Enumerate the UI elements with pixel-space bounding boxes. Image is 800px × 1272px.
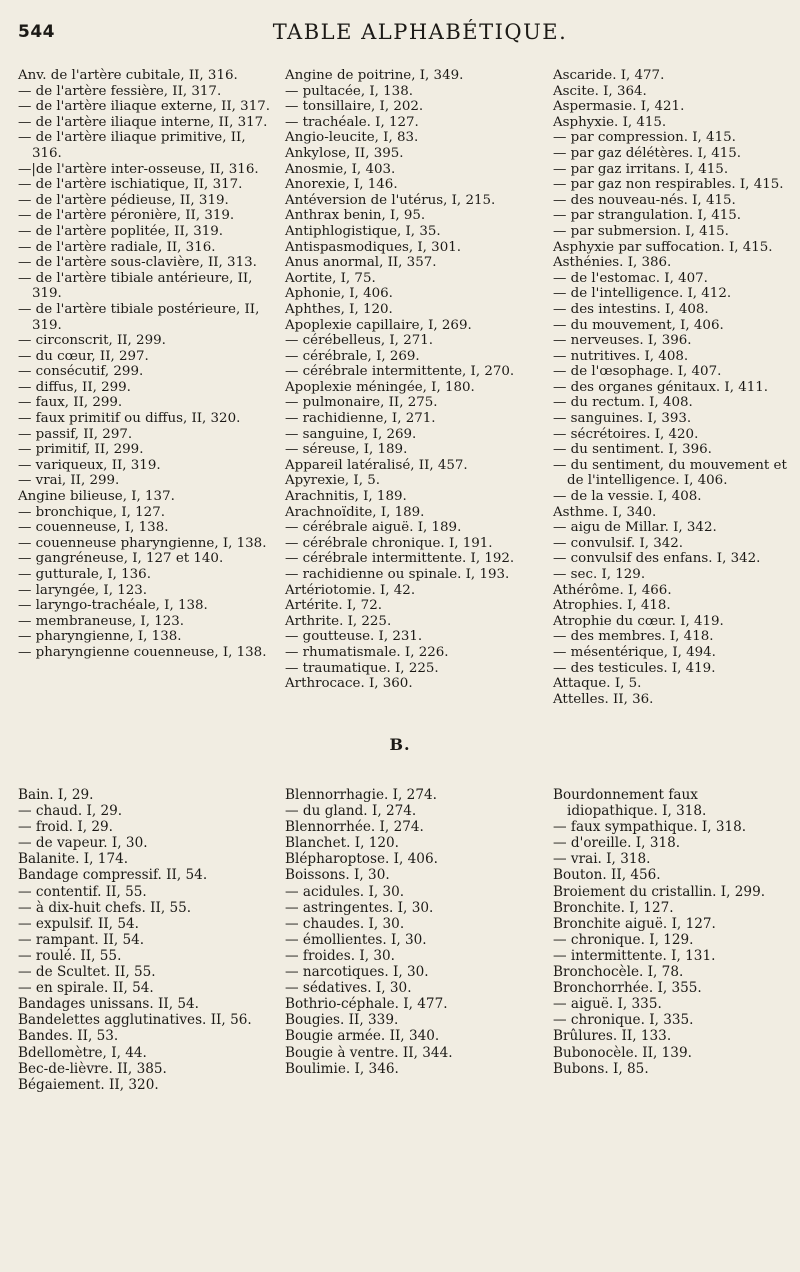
index-entry: Bronchorrhée. I, 355.: [553, 980, 702, 997]
index-entry: — sanguines. I, 393.: [553, 411, 692, 427]
index-entry: — de l'artère tibiale postérieure, II, 319.: [18, 301, 260, 333]
index-entry: Bougie armée. II, 340.: [285, 1028, 440, 1045]
index-entry: —|de l'artère inter-osseuse, II, 316.: [18, 161, 259, 177]
index-entry: — par strangulation. I, 415.: [553, 208, 742, 224]
index-entry: — couenneuse pharyngienne, I, 138.: [18, 535, 267, 551]
index-entry: — traumatique. I, 225.: [285, 660, 439, 676]
index-entry: — mésentérique, I, 494.: [553, 644, 716, 660]
index-column-b2: [285, 787, 543, 1077]
index-column-a1: [18, 68, 274, 661]
index-entry: Atrophie du cœur. I, 419.: [553, 613, 724, 629]
index-entry: — rampant. II, 54.: [18, 931, 145, 948]
index-entry: Bronchite. I, 127.: [553, 899, 674, 916]
section-letter-b: B.: [389, 735, 411, 754]
index-entry: Balanite. I, 174.: [18, 851, 129, 868]
index-entry: Bandages unissans. II, 54.: [18, 996, 199, 1013]
index-entry: — du rectum. I, 408.: [553, 395, 693, 411]
index-entry: Apoplexie capillaire, I, 269.: [285, 317, 472, 333]
index-entry: Aortite, I, 75.: [285, 270, 376, 286]
index-entry: — chaudes. I, 30.: [285, 915, 405, 932]
index-entry: Ascaride. I, 477.: [553, 68, 665, 83]
index-entry: — cérébrale intermittente, I, 270.: [285, 364, 515, 380]
index-entry: — des nouveau-nés. I, 415.: [553, 192, 736, 208]
index-entry: — bronchique, I, 127.: [18, 504, 165, 520]
index-entry: Anosmie, I, 403.: [285, 161, 396, 177]
index-entry: — froid. I, 29.: [18, 819, 113, 836]
index-entry: — membraneuse, I, 123.: [18, 613, 185, 629]
index-entry: Bubons. I, 85.: [553, 1060, 649, 1077]
index-entry: — par gaz irritans. I, 415.: [553, 161, 729, 177]
index-entry: Asthme. I, 340.: [553, 504, 657, 520]
index-entry: Anv. de l'artère cubitale, II, 316.: [18, 68, 238, 83]
index-entry: — cérébrale, I, 269.: [285, 348, 420, 364]
index-entry: Blépharoptose. I, 406.: [285, 851, 438, 868]
index-entry: — du sentiment, du mouvement et de l'intelligence. I, 406.: [553, 457, 787, 489]
index-entry: — de l'artère iliaque externe, II, 317.: [18, 99, 270, 115]
index-entry: Brûlures. II, 133.: [553, 1028, 672, 1045]
index-entry: — consécutif, 299.: [18, 364, 144, 380]
index-entry: — tonsillaire, I, 202.: [285, 99, 424, 115]
index-entry: — sécrétoires. I, 420.: [553, 426, 699, 442]
index-entry: — faux primitif ou diffus, II, 320.: [18, 411, 241, 427]
index-entry: — des membres. I, 418.: [553, 629, 714, 645]
index-entry: — cérébrale aiguë. I, 189.: [285, 520, 462, 536]
index-entry: Bothrio-céphale. I, 477.: [285, 996, 448, 1013]
index-entry: Bourdonnement faux idiopathique. I, 318.: [553, 787, 707, 820]
index-entry: — couenneuse, I, 138.: [18, 520, 169, 536]
index-entry: — pulmonaire, II, 275.: [285, 395, 438, 411]
index-entry: — cérébrale chronique. I, 191.: [285, 535, 493, 551]
index-entry: Arthrocace. I, 360.: [285, 676, 413, 692]
index-entry: — circonscrit, II, 299.: [18, 333, 166, 349]
index-entry: — de l'artère pédieuse, II, 319.: [18, 192, 229, 208]
index-entry: — de l'intelligence. I, 412.: [553, 286, 732, 302]
index-entry: — de l'artère fessière, II, 317.: [18, 83, 222, 99]
index-entry: — du sentiment. I, 396.: [553, 442, 712, 458]
index-entry: — du cœur, II, 297.: [18, 348, 149, 364]
index-entry: — de l'estomac. I, 407.: [553, 270, 708, 286]
index-entry: Bandage compressif. II, 54.: [18, 867, 208, 884]
index-entry: Anus anormal, II, 357.: [285, 255, 437, 271]
index-entry: Arachnoïdite, I, 189.: [285, 504, 425, 520]
index-entry: Attaque. I, 5.: [553, 676, 642, 692]
index-entry: — du mouvement, I, 406.: [553, 317, 724, 333]
index-entry: — sec. I, 129.: [553, 567, 646, 582]
index-entry: — primitif, II, 299.: [18, 442, 144, 458]
index-entry: — séreuse, I, 189.: [285, 442, 408, 458]
index-entry: Ankylose, II, 395.: [285, 145, 404, 161]
index-entry: — gutturale, I, 136.: [18, 567, 151, 582]
index-entry: — vrai. I, 318.: [553, 851, 651, 868]
index-entry: Ascite. I, 364.: [553, 83, 647, 99]
index-entry: Broiement du cristallin. I, 299.: [553, 883, 766, 900]
index-entry: — cérébrale intermittente. I, 192.: [285, 551, 515, 567]
index-entry: Bec-de-lièvre. II, 385.: [18, 1060, 167, 1077]
index-entry: — de l'artère iliaque interne, II, 317.: [18, 114, 268, 130]
index-entry: — des testicules. I, 419.: [553, 660, 716, 676]
index-entry: Angio-leucite, I, 83.: [285, 130, 419, 146]
index-column-b1: [18, 787, 274, 1093]
index-entry: — des organes génitaux. I, 411.: [553, 379, 769, 395]
index-entry: — pultacée, I, 138.: [285, 83, 413, 99]
index-entry: — roulé. II, 55.: [18, 947, 122, 964]
index-entry: — sanguine, I, 269.: [285, 426, 417, 442]
index-entry: — laryngo-trachéale, I, 138.: [18, 598, 208, 614]
index-entry: — à dix-huit chefs. II, 55.: [18, 899, 192, 916]
index-entry: — narcotiques. I, 30.: [285, 964, 429, 981]
index-entry: — nutritives. I, 408.: [553, 348, 689, 364]
index-entry: — astringentes. I, 30.: [285, 899, 434, 916]
index-entry: — de l'artère sous-clavière, II, 313.: [18, 255, 257, 271]
index-entry: — convulsif. I, 342.: [553, 535, 684, 551]
running-title: TABLE ALPHABÉTIQUE.: [272, 20, 568, 44]
index-entry: — diffus, II, 299.: [18, 379, 131, 395]
index-entry: — variqueux, II, 319.: [18, 457, 161, 473]
index-entry: Athérôme. I, 466.: [553, 582, 672, 598]
index-entry: Atrophies. I, 418.: [553, 598, 671, 614]
index-entry: Artérite. I, 72.: [285, 598, 382, 614]
index-entry: — pharyngienne couenneuse, I, 138.: [18, 644, 267, 660]
index-entry: — convulsif des enfans. I, 342.: [553, 551, 761, 567]
index-entry: Boulimie. I, 346.: [285, 1060, 399, 1077]
index-entry: — expulsif. II, 54.: [18, 915, 139, 932]
index-entry: Attelles. II, 36.: [553, 691, 654, 707]
index-entry: Asphyxie. I, 415.: [553, 114, 667, 130]
index-entry: — cérébelleus, I, 271.: [285, 333, 434, 349]
index-column-b3: [553, 787, 790, 1077]
index-entry: — chronique. I, 129.: [553, 931, 694, 948]
index-entry: — chaud. I, 29.: [18, 803, 123, 820]
index-entry: Aspermasie. I, 421.: [553, 99, 685, 115]
index-entry: — nerveuses. I, 396.: [553, 333, 692, 349]
index-entry: — chronique. I, 335.: [553, 1012, 694, 1029]
index-entry: Bouton. II, 456.: [553, 867, 661, 884]
index-entry: Boissons. I, 30.: [285, 867, 390, 884]
index-entry: Asphyxie par suffocation. I, 415.: [553, 239, 773, 255]
index-entry: — de Scultet. II, 55.: [18, 964, 156, 981]
index-entry: — de l'artère poplitée, II, 319.: [18, 223, 224, 239]
index-entry: Asthénies. I, 386.: [553, 255, 672, 271]
index-entry: Antéversion de l'utérus, I, 215.: [285, 192, 496, 208]
index-entry: Bougies. II, 339.: [285, 1012, 399, 1029]
index-entry: — des intestins. I, 408.: [553, 301, 709, 317]
index-entry: — de l'artère iliaque primitive, II, 316.: [18, 130, 246, 161]
index-entry: — du gland. I, 274.: [285, 803, 417, 820]
index-entry: — vrai, II, 299.: [18, 473, 120, 489]
index-entry: — d'oreille. I, 318.: [553, 835, 681, 852]
index-entry: — sédatives. I, 30.: [285, 980, 412, 997]
index-entry: — par gaz délétères. I, 415.: [553, 145, 742, 161]
index-entry: — goutteuse. I, 231.: [285, 629, 423, 645]
index-entry: Blennorrhagie. I, 274.: [285, 787, 437, 803]
index-entry: — froides. I, 30.: [285, 947, 395, 964]
index-entry: Angine de poitrine, I, 349.: [285, 68, 464, 83]
index-entry: Anthrax benin, I, 95.: [285, 208, 426, 224]
index-entry: — en spirale. II, 54.: [18, 980, 154, 997]
index-entry: — de l'artère péronière, II, 319.: [18, 208, 235, 224]
index-entry: Bronchocèle. I, 78.: [553, 964, 684, 981]
index-entry: — rhumatismale. I, 226.: [285, 644, 449, 660]
index-entry: Angine bilieuse, I, 137.: [18, 489, 175, 505]
index-entry: — aiguë. I, 335.: [553, 996, 662, 1013]
index-entry: Bougie à ventre. II, 344.: [285, 1044, 453, 1061]
index-entry: — faux, II, 299.: [18, 395, 123, 411]
index-entry: — acidules. I, 30.: [285, 883, 405, 900]
index-entry: — de l'artère ischiatique, II, 317.: [18, 177, 243, 193]
index-entry: Bubonocèle. II, 139.: [553, 1044, 692, 1061]
index-entry: Aphonie, I, 406.: [285, 286, 393, 302]
index-entry: Bégaiement. II, 320.: [18, 1076, 159, 1093]
index-entry: Arthrite. I, 225.: [285, 613, 392, 629]
index-entry: — rachidienne ou spinale. I, 193.: [285, 567, 510, 582]
index-entry: — de vapeur. I, 30.: [18, 835, 148, 852]
index-entry: Blanchet. I, 120.: [285, 835, 399, 852]
index-entry: Apyrexie, I, 5.: [285, 473, 380, 489]
index-entry: — contentif. II, 55.: [18, 883, 147, 900]
index-entry: Bandes. II, 53.: [18, 1028, 119, 1045]
index-entry: — gangréneuse, I, 127 et 140.: [18, 551, 224, 567]
index-entry: — laryngée, I, 123.: [18, 582, 148, 598]
index-entry: — rachidienne, I, 271.: [285, 411, 436, 427]
index-entry: Appareil latéralisé, II, 457.: [285, 457, 468, 473]
index-entry: — passif, II, 297.: [18, 426, 133, 442]
index-column-a2: [285, 68, 543, 692]
page-number: 544: [18, 22, 55, 42]
index-entry: — par submersion. I, 415.: [553, 223, 729, 239]
index-entry: Anorexie, I, 146.: [285, 177, 398, 193]
index-entry: — faux sympathique. I, 318.: [553, 819, 747, 836]
index-entry: Apoplexie méningée, I, 180.: [285, 379, 475, 395]
index-entry: Antiphlogistique, I, 35.: [285, 223, 441, 239]
index-entry: Bronchite aiguë. I, 127.: [553, 915, 716, 932]
index-entry: — intermittente. I, 131.: [553, 947, 716, 964]
index-entry: — par gaz non respirables. I, 415.: [553, 177, 784, 193]
index-entry: — émollientes. I, 30.: [285, 931, 427, 948]
index-entry: Blennorrhée. I, 274.: [285, 819, 424, 836]
index-entry: Bandelettes agglutinatives. II, 56.: [18, 1012, 252, 1029]
index-entry: Bdellomètre, I, 44.: [18, 1044, 147, 1061]
index-entry: Arachnitis, I, 189.: [285, 489, 407, 505]
index-entry: — de l'artère tibiale antérieure, II, 319.: [18, 270, 253, 302]
index-entry: — par compression. I, 415.: [553, 130, 736, 146]
index-entry: — de la vessie. I, 408.: [553, 489, 702, 505]
index-entry: Antispasmodiques, I, 301.: [285, 239, 461, 255]
index-entry: — trachéale. I, 127.: [285, 114, 419, 130]
index-entry: — pharyngienne, I, 138.: [18, 629, 182, 645]
index-entry: — aigu de Millar. I, 342.: [553, 520, 717, 536]
index-column-a3: [553, 68, 790, 707]
index-entry: — de l'œsophage. I, 407.: [553, 364, 722, 380]
index-entry: — de l'artère radiale, II, 316.: [18, 239, 216, 255]
index-entry: Artériotomie. I, 42.: [285, 582, 416, 598]
index-entry: Bain. I, 29.: [18, 787, 94, 803]
index-entry: Aphthes, I, 120.: [285, 301, 393, 317]
